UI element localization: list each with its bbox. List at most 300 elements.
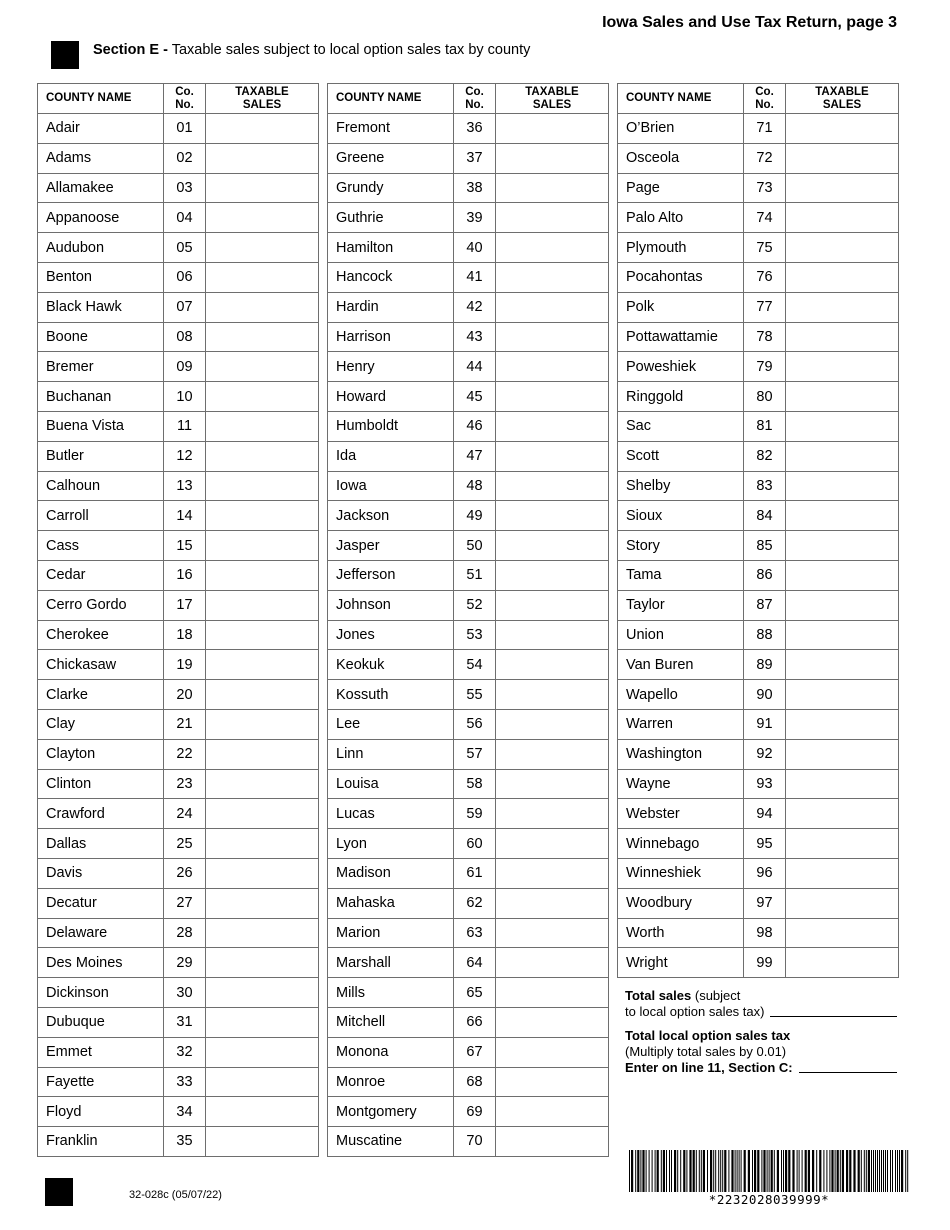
- taxable-sales-input[interactable]: [206, 174, 318, 203]
- county-name: Washington: [618, 739, 744, 769]
- taxable-sales-input[interactable]: [496, 323, 608, 352]
- barcode-bar: [861, 1150, 862, 1192]
- taxable-sales-input[interactable]: [786, 382, 898, 411]
- taxable-sales-cell[interactable]: [206, 262, 319, 292]
- taxable-sales-cell[interactable]: [496, 829, 609, 859]
- taxable-sales-input[interactable]: [496, 859, 608, 888]
- taxable-sales-input[interactable]: [496, 233, 608, 262]
- taxable-sales-cell[interactable]: [206, 680, 319, 710]
- county-number: 14: [164, 501, 206, 531]
- taxable-sales-cell[interactable]: [206, 739, 319, 769]
- taxable-sales-cell[interactable]: [496, 441, 609, 471]
- taxable-sales-cell[interactable]: [206, 143, 319, 173]
- taxable-sales-cell[interactable]: [496, 680, 609, 710]
- county-number: 38: [454, 173, 496, 203]
- taxable-sales-input[interactable]: [786, 323, 898, 352]
- county-number: 56: [454, 709, 496, 739]
- county-number: 86: [744, 560, 786, 590]
- county-number: 92: [744, 739, 786, 769]
- barcode-bar: [680, 1150, 681, 1192]
- taxable-sales-cell[interactable]: [206, 501, 319, 531]
- county-row: [38, 1097, 319, 1127]
- taxable-sales-cell[interactable]: [206, 829, 319, 859]
- taxable-sales-input[interactable]: [206, 770, 318, 799]
- taxable-sales-input[interactable]: [206, 978, 318, 1007]
- taxable-sales-cell[interactable]: [786, 590, 899, 620]
- taxable-sales-input[interactable]: [206, 472, 318, 501]
- taxable-sales-cell[interactable]: [786, 799, 899, 829]
- taxable-sales-input[interactable]: [786, 114, 898, 143]
- taxable-sales-input[interactable]: [206, 859, 318, 888]
- taxable-sales-cell[interactable]: [496, 382, 609, 412]
- county-row: [38, 560, 319, 590]
- county-number: 08: [164, 322, 206, 352]
- taxable-sales-input[interactable]: [786, 442, 898, 471]
- taxable-sales-input[interactable]: [496, 472, 608, 501]
- taxable-sales-cell[interactable]: [496, 948, 609, 978]
- taxable-sales-input[interactable]: [496, 621, 608, 650]
- taxable-sales-cell[interactable]: [786, 948, 899, 978]
- county-name: Pocahontas: [618, 262, 744, 292]
- taxable-sales-cell[interactable]: [786, 322, 899, 352]
- taxable-sales-input[interactable]: [206, 293, 318, 322]
- taxable-sales-input[interactable]: [496, 114, 608, 143]
- taxable-sales-header: TAXABLE SALES: [496, 84, 609, 114]
- county-number: 42: [454, 292, 496, 322]
- taxable-sales-input[interactable]: [786, 263, 898, 292]
- taxable-sales-cell[interactable]: [786, 352, 899, 382]
- taxable-sales-cell[interactable]: [496, 858, 609, 888]
- total-tax-input-line[interactable]: [799, 1072, 897, 1073]
- taxable-sales-input[interactable]: [496, 531, 608, 560]
- taxable-sales-input[interactable]: [206, 263, 318, 292]
- taxable-sales-input[interactable]: [786, 919, 898, 948]
- taxable-sales-cell[interactable]: [496, 471, 609, 501]
- taxable-sales-cell[interactable]: [496, 531, 609, 561]
- taxable-sales-cell[interactable]: [786, 769, 899, 799]
- taxable-sales-input[interactable]: [496, 1097, 608, 1126]
- county-table-2: [327, 83, 609, 1157]
- taxable-sales-input[interactable]: [786, 412, 898, 441]
- taxable-sales-input[interactable]: [206, 799, 318, 828]
- taxable-sales-cell[interactable]: [496, 620, 609, 650]
- taxable-sales-cell[interactable]: [496, 888, 609, 918]
- county-number: 20: [164, 680, 206, 710]
- taxable-sales-cell[interactable]: [786, 829, 899, 859]
- taxable-sales-cell[interactable]: [496, 560, 609, 590]
- county-row: [38, 233, 319, 263]
- taxable-sales-input[interactable]: [786, 174, 898, 203]
- taxable-sales-input[interactable]: [206, 352, 318, 381]
- county-table-3: [617, 83, 899, 978]
- taxable-sales-input[interactable]: [496, 382, 608, 411]
- taxable-sales-input[interactable]: [206, 144, 318, 173]
- county-name: Winnebago: [618, 829, 744, 859]
- county-row: [328, 709, 609, 739]
- taxable-sales-input[interactable]: [496, 889, 608, 918]
- taxable-sales-cell[interactable]: [206, 1007, 319, 1037]
- taxable-sales-input[interactable]: [206, 233, 318, 262]
- county-number: 34: [164, 1097, 206, 1127]
- taxable-sales-input[interactable]: [786, 889, 898, 918]
- taxable-sales-input[interactable]: [496, 948, 608, 977]
- taxable-sales-input[interactable]: [496, 501, 608, 530]
- taxable-sales-input[interactable]: [496, 174, 608, 203]
- county-number: 18: [164, 620, 206, 650]
- taxable-sales-cell[interactable]: [496, 262, 609, 292]
- county-row: [328, 888, 609, 918]
- taxable-sales-input[interactable]: [786, 233, 898, 262]
- barcode-bar: [741, 1150, 742, 1192]
- taxable-sales-cell[interactable]: [786, 650, 899, 680]
- taxable-sales-input[interactable]: [496, 680, 608, 709]
- county-number: 93: [744, 769, 786, 799]
- county-name: Audubon: [38, 233, 164, 263]
- county-name: Clayton: [38, 739, 164, 769]
- county-number: 60: [454, 829, 496, 859]
- taxable-sales-cell[interactable]: [206, 1067, 319, 1097]
- taxable-sales-cell[interactable]: [496, 799, 609, 829]
- taxable-sales-cell[interactable]: [786, 411, 899, 441]
- taxable-sales-cell[interactable]: [786, 739, 899, 769]
- barcode-bar: [771, 1150, 773, 1192]
- barcode-bar: [873, 1150, 874, 1192]
- barcode-bar: [720, 1150, 721, 1192]
- county-name: Iowa: [328, 471, 454, 501]
- barcode-bar: [637, 1150, 639, 1192]
- taxable-sales-input[interactable]: [206, 1097, 318, 1126]
- taxable-sales-input[interactable]: [496, 710, 608, 739]
- county-name: Hardin: [328, 292, 454, 322]
- taxable-sales-cell[interactable]: [496, 1097, 609, 1127]
- taxable-sales-cell[interactable]: [786, 501, 899, 531]
- taxable-sales-input[interactable]: [786, 770, 898, 799]
- taxable-sales-cell[interactable]: [206, 441, 319, 471]
- barcode-bar: [877, 1150, 878, 1192]
- county-name: Sac: [618, 411, 744, 441]
- taxable-sales-input[interactable]: [206, 561, 318, 590]
- taxable-sales-input[interactable]: [496, 561, 608, 590]
- taxable-sales-input[interactable]: [786, 621, 898, 650]
- taxable-sales-cell[interactable]: [786, 620, 899, 650]
- taxable-sales-input[interactable]: [206, 740, 318, 769]
- county-name: Appanoose: [38, 203, 164, 233]
- taxable-sales-input[interactable]: [786, 829, 898, 858]
- county-row: [38, 978, 319, 1008]
- taxable-sales-input[interactable]: [496, 144, 608, 173]
- county-name: Osceola: [618, 143, 744, 173]
- county-name: Cerro Gordo: [38, 590, 164, 620]
- taxable-sales-cell[interactable]: [786, 114, 899, 144]
- taxable-sales-input[interactable]: [206, 1068, 318, 1097]
- county-row: [618, 888, 899, 918]
- taxable-sales-cell[interactable]: [496, 501, 609, 531]
- county-row: [618, 322, 899, 352]
- taxable-sales-input[interactable]: [496, 1068, 608, 1097]
- taxable-sales-header: TAXABLE SALES: [786, 84, 899, 114]
- taxable-sales-cell[interactable]: [496, 978, 609, 1008]
- taxable-sales-cell[interactable]: [206, 560, 319, 590]
- taxable-sales-input[interactable]: [206, 680, 318, 709]
- taxable-sales-input[interactable]: [206, 710, 318, 739]
- county-name: Lee: [328, 709, 454, 739]
- taxable-sales-cell[interactable]: [496, 143, 609, 173]
- taxable-sales-cell[interactable]: [786, 292, 899, 322]
- taxable-sales-input[interactable]: [496, 442, 608, 471]
- taxable-sales-cell[interactable]: [496, 709, 609, 739]
- taxable-sales-input[interactable]: [786, 859, 898, 888]
- taxable-sales-cell[interactable]: [206, 799, 319, 829]
- county-row: [618, 441, 899, 471]
- taxable-sales-input[interactable]: [206, 1038, 318, 1067]
- county-name: Buchanan: [38, 382, 164, 412]
- taxable-sales-input[interactable]: [206, 531, 318, 560]
- taxable-sales-cell[interactable]: [206, 1037, 319, 1067]
- taxable-sales-input[interactable]: [496, 799, 608, 828]
- county-row: [328, 382, 609, 412]
- taxable-sales-cell[interactable]: [206, 322, 319, 352]
- taxable-sales-input[interactable]: [206, 442, 318, 471]
- taxable-sales-input[interactable]: [206, 948, 318, 977]
- taxable-sales-cell[interactable]: [496, 322, 609, 352]
- taxable-sales-input[interactable]: [206, 1008, 318, 1037]
- taxable-sales-input[interactable]: [206, 501, 318, 530]
- county-number: 99: [744, 948, 786, 978]
- section-heading: [93, 42, 530, 58]
- taxable-sales-cell[interactable]: [206, 650, 319, 680]
- taxable-sales-input[interactable]: [206, 382, 318, 411]
- taxable-sales-input[interactable]: [786, 591, 898, 620]
- taxable-sales-cell[interactable]: [206, 709, 319, 739]
- county-row: [328, 143, 609, 173]
- taxable-sales-input[interactable]: [496, 919, 608, 948]
- taxable-sales-cell[interactable]: [496, 114, 609, 144]
- taxable-sales-input[interactable]: [496, 1008, 608, 1037]
- county-row: [38, 1037, 319, 1067]
- county-name: Mitchell: [328, 1007, 454, 1037]
- taxable-sales-input[interactable]: [206, 323, 318, 352]
- taxable-sales-input[interactable]: [496, 1127, 608, 1156]
- county-number: 83: [744, 471, 786, 501]
- taxable-sales-input[interactable]: [206, 829, 318, 858]
- county-number: 52: [454, 590, 496, 620]
- taxable-sales-input[interactable]: [786, 144, 898, 173]
- taxable-sales-cell[interactable]: [786, 441, 899, 471]
- taxable-sales-cell[interactable]: [206, 978, 319, 1008]
- taxable-sales-cell[interactable]: [786, 680, 899, 710]
- taxable-sales-cell[interactable]: [206, 620, 319, 650]
- taxable-sales-cell[interactable]: [786, 233, 899, 263]
- taxable-sales-cell[interactable]: [496, 1007, 609, 1037]
- taxable-sales-cell[interactable]: [496, 590, 609, 620]
- taxable-sales-input[interactable]: [206, 650, 318, 679]
- county-row: [618, 769, 899, 799]
- taxable-sales-cell[interactable]: [206, 292, 319, 322]
- county-row: [618, 233, 899, 263]
- taxable-sales-cell[interactable]: [786, 382, 899, 412]
- taxable-sales-cell[interactable]: [206, 858, 319, 888]
- county-number: 45: [454, 382, 496, 412]
- taxable-sales-input[interactable]: [496, 591, 608, 620]
- county-number: 85: [744, 531, 786, 561]
- county-number: 47: [454, 441, 496, 471]
- taxable-sales-cell[interactable]: [786, 560, 899, 590]
- taxable-sales-input[interactable]: [496, 412, 608, 441]
- taxable-sales-cell[interactable]: [496, 173, 609, 203]
- taxable-sales-input[interactable]: [206, 203, 318, 232]
- taxable-sales-input[interactable]: [786, 472, 898, 501]
- taxable-sales-input[interactable]: [786, 948, 898, 977]
- taxable-sales-cell[interactable]: [206, 1097, 319, 1127]
- taxable-sales-input[interactable]: [786, 799, 898, 828]
- taxable-sales-input[interactable]: [206, 412, 318, 441]
- taxable-sales-input[interactable]: [786, 531, 898, 560]
- taxable-sales-cell[interactable]: [496, 352, 609, 382]
- county-name: Cass: [38, 531, 164, 561]
- taxable-sales-input[interactable]: [206, 889, 318, 918]
- taxable-sales-cell[interactable]: [496, 1127, 609, 1157]
- taxable-sales-cell[interactable]: [206, 888, 319, 918]
- county-name: Howard: [328, 382, 454, 412]
- barcode-bar: [686, 1150, 687, 1192]
- taxable-sales-cell[interactable]: [496, 411, 609, 441]
- taxable-sales-input[interactable]: [496, 978, 608, 1007]
- county-row: [38, 114, 319, 144]
- taxable-sales-cell[interactable]: [206, 382, 319, 412]
- taxable-sales-cell[interactable]: [786, 203, 899, 233]
- barcode-bar: [761, 1150, 762, 1192]
- taxable-sales-cell[interactable]: [206, 531, 319, 561]
- taxable-sales-input[interactable]: [206, 919, 318, 948]
- barcode-text: *2232028039999*: [708, 1192, 830, 1207]
- taxable-sales-cell[interactable]: [496, 1067, 609, 1097]
- barcode-bar: [669, 1150, 670, 1192]
- taxable-sales-input[interactable]: [786, 680, 898, 709]
- taxable-sales-cell[interactable]: [206, 203, 319, 233]
- taxable-sales-input[interactable]: [496, 740, 608, 769]
- county-number: 31: [164, 1007, 206, 1037]
- taxable-sales-cell[interactable]: [496, 1037, 609, 1067]
- county-number: 70: [454, 1127, 496, 1157]
- barcode-bar: [663, 1150, 665, 1192]
- taxable-sales-cell[interactable]: [206, 769, 319, 799]
- total-sales-note-2: to local option sales tax): [625, 1004, 765, 1019]
- taxable-sales-cell[interactable]: [206, 948, 319, 978]
- taxable-sales-cell[interactable]: [786, 858, 899, 888]
- county-number: 96: [744, 858, 786, 888]
- taxable-sales-cell[interactable]: [206, 411, 319, 441]
- county-name: Butler: [38, 441, 164, 471]
- county-number: 98: [744, 918, 786, 948]
- taxable-sales-input[interactable]: [206, 621, 318, 650]
- county-name: Monroe: [328, 1067, 454, 1097]
- county-row: [618, 680, 899, 710]
- county-name: Story: [618, 531, 744, 561]
- taxable-sales-input[interactable]: [496, 829, 608, 858]
- county-row: [328, 590, 609, 620]
- county-name: Dallas: [38, 829, 164, 859]
- taxable-sales-cell[interactable]: [206, 590, 319, 620]
- total-sales-note-1: (subject: [694, 988, 741, 1003]
- taxable-sales-input[interactable]: [206, 114, 318, 143]
- taxable-sales-cell[interactable]: [786, 918, 899, 948]
- county-row: [328, 471, 609, 501]
- county-row: [618, 739, 899, 769]
- taxable-sales-cell[interactable]: [786, 173, 899, 203]
- taxable-sales-input[interactable]: [786, 501, 898, 530]
- county-name: Guthrie: [328, 203, 454, 233]
- county-name: Taylor: [618, 590, 744, 620]
- taxable-sales-input[interactable]: [786, 293, 898, 322]
- barcode-bar: [649, 1150, 650, 1192]
- taxable-sales-cell[interactable]: [206, 471, 319, 501]
- taxable-sales-input[interactable]: [786, 710, 898, 739]
- county-name: Plymouth: [618, 233, 744, 263]
- taxable-sales-cell[interactable]: [786, 262, 899, 292]
- county-row: [38, 799, 319, 829]
- taxable-sales-cell[interactable]: [786, 143, 899, 173]
- taxable-sales-cell[interactable]: [496, 292, 609, 322]
- taxable-sales-cell[interactable]: [786, 471, 899, 501]
- barcode-bar: [868, 1150, 870, 1192]
- taxable-sales-cell[interactable]: [496, 769, 609, 799]
- county-row: [328, 262, 609, 292]
- taxable-sales-input[interactable]: [786, 740, 898, 769]
- taxable-sales-input[interactable]: [496, 352, 608, 381]
- county-name: Johnson: [328, 590, 454, 620]
- county-name: Mahaska: [328, 888, 454, 918]
- county-row: [38, 709, 319, 739]
- taxable-sales-input[interactable]: [786, 203, 898, 232]
- taxable-sales-input[interactable]: [496, 650, 608, 679]
- taxable-sales-cell[interactable]: [206, 352, 319, 382]
- taxable-sales-input[interactable]: [786, 561, 898, 590]
- taxable-sales-cell[interactable]: [206, 233, 319, 263]
- taxable-sales-input[interactable]: [206, 591, 318, 620]
- taxable-sales-input[interactable]: [496, 263, 608, 292]
- county-name: Sioux: [618, 501, 744, 531]
- taxable-sales-input[interactable]: [786, 650, 898, 679]
- taxable-sales-cell[interactable]: [206, 918, 319, 948]
- taxable-sales-input[interactable]: [786, 352, 898, 381]
- taxable-sales-cell[interactable]: [786, 888, 899, 918]
- taxable-sales-cell[interactable]: [786, 709, 899, 739]
- taxable-sales-input[interactable]: [496, 203, 608, 232]
- taxable-sales-input[interactable]: [496, 770, 608, 799]
- taxable-sales-cell[interactable]: [496, 918, 609, 948]
- county-name: Marion: [328, 918, 454, 948]
- taxable-sales-cell[interactable]: [496, 739, 609, 769]
- taxable-sales-cell[interactable]: [206, 114, 319, 144]
- taxable-sales-cell[interactable]: [496, 233, 609, 263]
- taxable-sales-input[interactable]: [496, 293, 608, 322]
- total-sales-input-line[interactable]: [770, 1016, 897, 1017]
- barcode-bar: [879, 1150, 880, 1192]
- county-number: 32: [164, 1037, 206, 1067]
- county-number: 03: [164, 173, 206, 203]
- county-row: [38, 590, 319, 620]
- county-name: Keokuk: [328, 650, 454, 680]
- taxable-sales-input[interactable]: [496, 1038, 608, 1067]
- taxable-sales-cell[interactable]: [206, 1127, 319, 1157]
- taxable-sales-cell[interactable]: [206, 173, 319, 203]
- taxable-sales-cell[interactable]: [496, 650, 609, 680]
- county-number: 68: [454, 1067, 496, 1097]
- county-number: 89: [744, 650, 786, 680]
- taxable-sales-cell[interactable]: [786, 531, 899, 561]
- taxable-sales-cell[interactable]: [496, 203, 609, 233]
- taxable-sales-input[interactable]: [206, 1127, 318, 1156]
